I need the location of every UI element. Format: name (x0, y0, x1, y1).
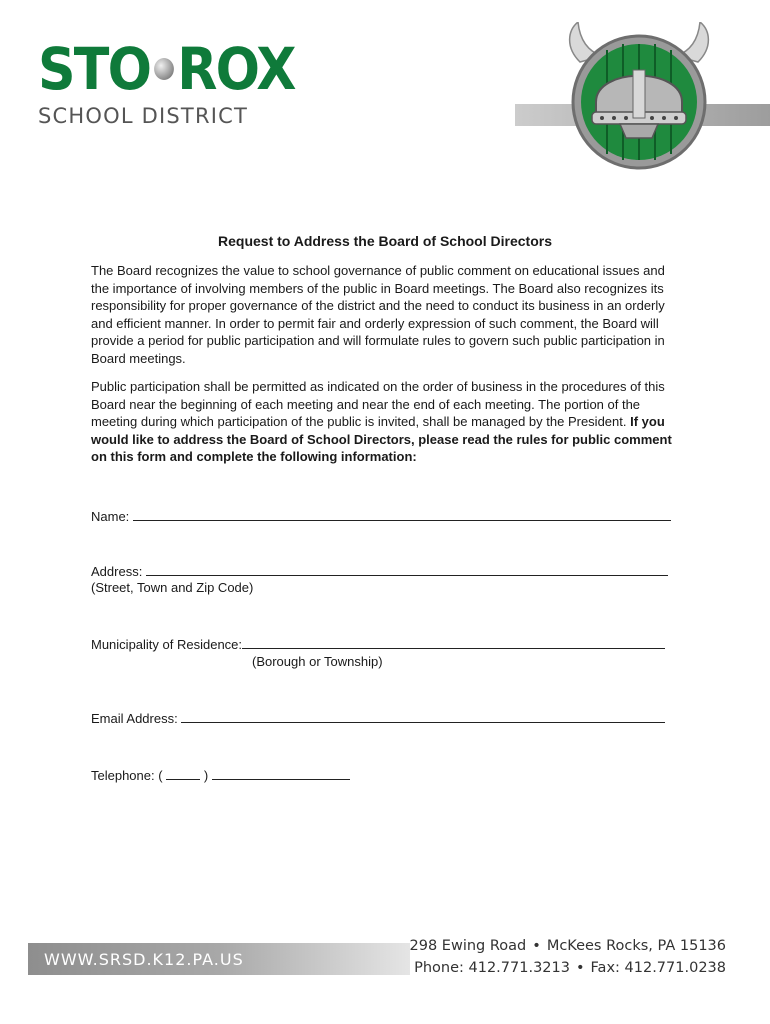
address-label: Address: (91, 564, 143, 579)
telephone-label: Telephone: ( (91, 768, 163, 783)
footer-contact-line (414, 960, 726, 976)
viking-helmet-shield-icon (560, 22, 718, 170)
email-label: Email Address: (91, 711, 178, 726)
footer-fax: Fax: 412.771.0238 (590, 960, 726, 976)
municipality-input-line[interactable] (242, 635, 665, 649)
district-logo-wordmark (38, 35, 295, 103)
footer-separator: • (575, 960, 585, 976)
footer-separator: • (532, 938, 541, 954)
email-input-line[interactable] (181, 709, 665, 723)
logo-text-right: ROX (177, 35, 295, 103)
footer-street: 298 Ewing Road (409, 938, 527, 954)
participation-paragraph (91, 378, 681, 466)
address-hint: (Street, Town and Zip Code) (91, 580, 254, 595)
footer-address-line (410, 938, 726, 954)
municipality-hint: (Borough or Township) (252, 654, 383, 669)
logo-subtitle: SCHOOL DISTRICT (38, 104, 249, 128)
footer-phone: Phone: 412.771.3213 (414, 960, 570, 976)
intro-paragraph: The Board recognizes the value to school governance of public comment on educational issues and the importance of involving members of the public in Board meetings. The Board also recognizes its responsibility for proper governance of the district and the need to conduct its business in an orderly and efficient manner. In order to permit fair and orderly expression of such comment, the Board will provide a period for public participation and will formulate rules to govern such public participation in Board meetings. (91, 263, 665, 366)
address-input-line[interactable] (146, 562, 668, 576)
name-input-line[interactable] (133, 507, 671, 521)
municipality-field (91, 635, 665, 652)
name-label: Name: (91, 509, 130, 524)
telephone-paren-close: ) (203, 768, 209, 783)
telephone-field (91, 766, 350, 783)
logo-dot-icon (154, 58, 174, 80)
logo-text-left: STO (38, 35, 151, 103)
municipality-label: Municipality of Residence: (91, 637, 243, 652)
footer-city: McKees Rocks, PA 15136 (546, 938, 726, 954)
address-field (91, 562, 668, 579)
name-field (91, 507, 671, 524)
telephone-area-code-line[interactable] (166, 766, 200, 780)
email-field (91, 709, 665, 726)
telephone-number-line[interactable] (212, 766, 350, 780)
participation-instruction: If you would like to address the Board of School Directors, please read the rules for public comment on this form and complete the following information: (91, 414, 672, 464)
document-title: Request to Address the Board of School Directors (218, 233, 552, 249)
footer-website-url: WWW.SRSD.K12.PA.US (44, 950, 244, 969)
participation-text: Public participation shall be permitted as indicated on the order of business in the procedures of this Board near the beginning of each meeting and near the end of each meeting. The portion of the meeting during which participation of the public is invited, shall be managed by the President. (91, 379, 665, 429)
